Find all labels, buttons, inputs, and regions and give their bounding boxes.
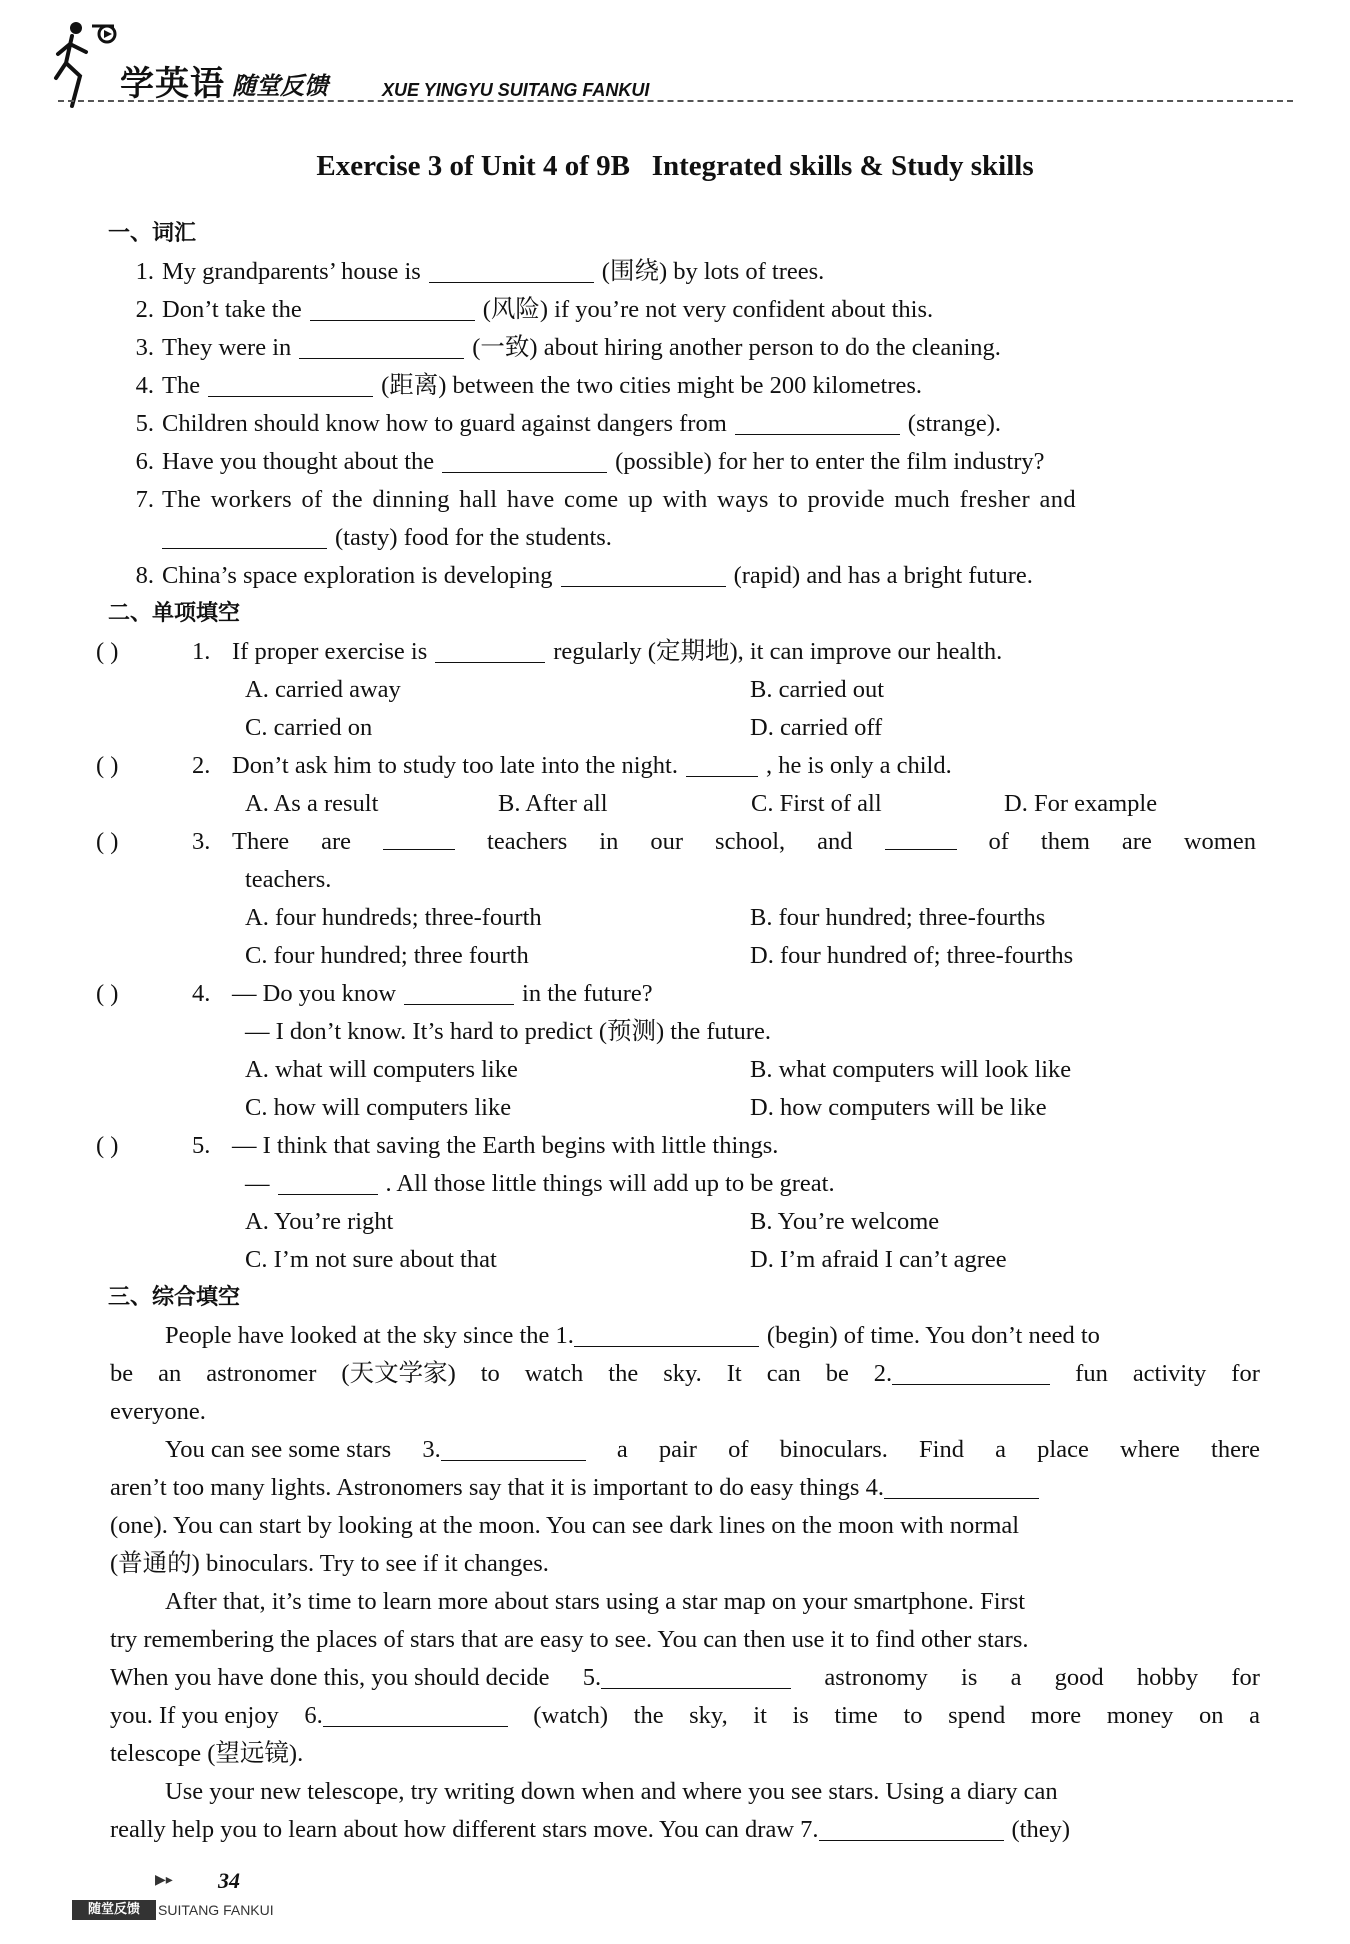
vocab-item: 2. Don’t take the (风险) if you’re not very confident about this. — [135, 296, 934, 323]
dialogue-reply: — . All those little things will add up to be great. — [245, 1170, 835, 1197]
option-a[interactable]: A. As a result — [245, 790, 379, 817]
cloze-line: When you have done this, you should decide 5. astronomy is a good hobby for — [110, 1664, 1260, 1691]
options-row — [110, 1203, 1270, 1241]
cloze-blank-5[interactable] — [601, 1662, 791, 1689]
mc-question: ( ) 5. — I think that saving the Earth begins with little things. — [96, 1127, 1256, 1165]
options-row — [110, 937, 1270, 975]
option-d[interactable]: D. carried off — [750, 714, 883, 741]
answer-blank[interactable] — [442, 446, 607, 473]
option-b[interactable]: B. You’re welcome — [750, 1208, 940, 1235]
brand-chinese-sub: 随堂反馈 — [232, 72, 328, 100]
answer-paren[interactable]: ( ) — [96, 638, 119, 665]
options-row — [110, 1241, 1270, 1279]
answer-blank[interactable] — [310, 294, 475, 321]
option-c[interactable]: C. how will computers like — [245, 1094, 512, 1121]
cloze-blank-1[interactable] — [574, 1320, 759, 1347]
runner-icon — [52, 18, 122, 118]
cloze-blank-7[interactable] — [819, 1814, 1004, 1841]
answer-paren[interactable]: ( ) — [96, 828, 119, 855]
answer-blank[interactable] — [278, 1168, 378, 1195]
option-b[interactable]: B. After all — [498, 790, 608, 817]
brand-chinese: 学英语 — [120, 64, 225, 104]
mc-question-continued: teachers. — [245, 866, 332, 893]
answer-blank[interactable] — [429, 256, 594, 283]
mc-question: ( ) 1. If proper exercise is regularly (定期地), it can improve our health. — [96, 633, 1256, 671]
cloze-line: Use your new telescope, try writing down when and where you see stars. Using a diary can — [165, 1778, 1058, 1805]
vocab-item-continued: (tasty) food for the students. — [110, 519, 1270, 557]
cloze-line: really help you to learn about how different stars move. You can draw 7. (they) — [110, 1816, 1071, 1843]
cloze-line: (one). You can start by looking at the moon. You can see dark lines on the moon with normal — [110, 1512, 1020, 1539]
answer-blank[interactable] — [162, 522, 327, 549]
answer-blank[interactable] — [299, 332, 464, 359]
answer-blank[interactable] — [885, 823, 957, 850]
answer-paren[interactable]: ( ) — [96, 1132, 119, 1159]
option-b[interactable]: B. carried out — [750, 676, 885, 703]
answer-blank[interactable] — [404, 978, 514, 1005]
page-title: Exercise 3 of Unit 4 of 9B Integrated skills & Study skills — [316, 150, 1034, 182]
option-d[interactable]: D. four hundred of; three-fourths — [750, 942, 1074, 969]
cloze-line: People have looked at the sky since the 1. (begin) of time. You don’t need to — [165, 1322, 1100, 1349]
cloze-line: You can see some stars 3. a pair of binoculars. Find a place where there — [165, 1436, 1260, 1463]
vocab-item: 7. The workers of the dinning hall have come up with ways to provide much fresher and — [135, 486, 1076, 513]
cloze-line: everyone. — [110, 1398, 206, 1425]
brand-pinyin: XUE YINGYU SUITANG FANKUI — [382, 80, 650, 100]
option-a[interactable]: A. carried away — [245, 676, 401, 703]
options-row — [110, 709, 1270, 747]
cloze-blank-6[interactable] — [323, 1700, 508, 1727]
options-row — [110, 785, 1270, 823]
answer-blank[interactable] — [435, 636, 545, 663]
option-b[interactable]: B. what computers will look like — [750, 1056, 1072, 1083]
vocab-item: 8. China’s space exploration is developing (rapid) and has a bright future. — [135, 562, 1033, 589]
options-row — [110, 899, 1270, 937]
option-a[interactable]: A. You’re right — [245, 1208, 394, 1235]
option-c[interactable]: C. carried on — [245, 714, 373, 741]
option-d[interactable]: D. I’m afraid I can’t agree — [750, 1246, 1007, 1273]
header-logo — [52, 18, 672, 118]
options-row — [110, 1089, 1270, 1127]
option-c[interactable]: C. First of all — [751, 790, 882, 817]
cloze-line: aren’t too many lights. Astronomers say that it is important to do easy things 4. — [110, 1469, 1270, 1507]
cloze-line: you. If you enjoy 6. (watch) the sky, it is time to spend more money on a — [110, 1702, 1260, 1729]
exercise-content — [96, 215, 1270, 1849]
cloze-line: be an astronomer (天文学家) to watch the sky. It can be 2. fun activity for — [110, 1360, 1260, 1387]
cloze-blank-4[interactable] — [884, 1472, 1039, 1499]
answer-blank[interactable] — [208, 370, 373, 397]
option-a[interactable]: A. what will computers like — [245, 1056, 518, 1083]
footer-arrow-icon: ▶▸ — [155, 1873, 173, 1888]
page-number: 34 — [218, 1868, 240, 1893]
dialogue-reply: — I don’t know. It’s hard to predict (预测) the future. — [245, 1018, 771, 1045]
cloze-blank-3[interactable] — [441, 1434, 586, 1461]
mc-question: ( ) 2. Don’t ask him to study too late into the night. , he is only a child. — [96, 747, 1256, 785]
cloze-line: (普通的) binoculars. Try to see if it changes. — [110, 1550, 549, 1577]
vocab-item: 6. Have you thought about the (possible) for her to enter the film industry? — [135, 448, 1045, 475]
footer-pinyin: SUITANG FANKUI — [158, 1902, 274, 1918]
section-heading-vocabulary: 一、词汇 — [108, 221, 197, 246]
mc-question: ( ) 3. There are teachers in our school, and of them are women — [96, 823, 1256, 861]
options-row — [110, 671, 1270, 709]
header-divider — [58, 100, 1293, 102]
options-row — [110, 1051, 1270, 1089]
cloze-line: After that, it’s time to learn more about stars using a star map on your smartphone. First — [165, 1588, 1026, 1615]
vocab-item: 1. My grandparents’ house is (围绕) by lots of trees. — [135, 258, 825, 285]
option-b[interactable]: B. four hundred; three-fourths — [750, 904, 1046, 931]
section-heading-multiple-choice: 二、单项填空 — [108, 601, 241, 626]
answer-blank[interactable] — [383, 823, 455, 850]
option-c[interactable]: C. I’m not sure about that — [245, 1246, 497, 1273]
answer-blank[interactable] — [686, 750, 758, 777]
cloze-line: telescope (望远镜). — [110, 1740, 304, 1767]
answer-blank[interactable] — [561, 560, 726, 587]
vocab-item: 4. The (距离) between the two cities might be 200 kilometres. — [135, 372, 923, 399]
section-heading-cloze: 三、综合填空 — [108, 1285, 241, 1310]
cloze-line: try remembering the places of stars that are easy to see. You can then use it to find other stars. — [110, 1626, 1029, 1653]
cloze-blank-2[interactable] — [892, 1358, 1050, 1385]
vocab-item: 5. Children should know how to guard against dangers from (strange). — [135, 410, 1001, 437]
option-d[interactable]: D. how computers will be like — [750, 1094, 1047, 1121]
option-d[interactable]: D. For example — [1004, 790, 1158, 817]
answer-paren[interactable]: ( ) — [96, 752, 119, 779]
answer-blank[interactable] — [735, 408, 900, 435]
option-a[interactable]: A. four hundreds; three-fourth — [245, 904, 542, 931]
vocab-item: 3. They were in (一致) about hiring another person to do the cleaning. — [135, 334, 1001, 361]
mc-question: ( ) 4. — Do you know in the future? — [96, 975, 1256, 1013]
footer-badge: 随堂反馈 — [72, 1900, 156, 1920]
answer-paren[interactable]: ( ) — [96, 980, 119, 1007]
option-c[interactable]: C. four hundred; three fourth — [245, 942, 529, 969]
